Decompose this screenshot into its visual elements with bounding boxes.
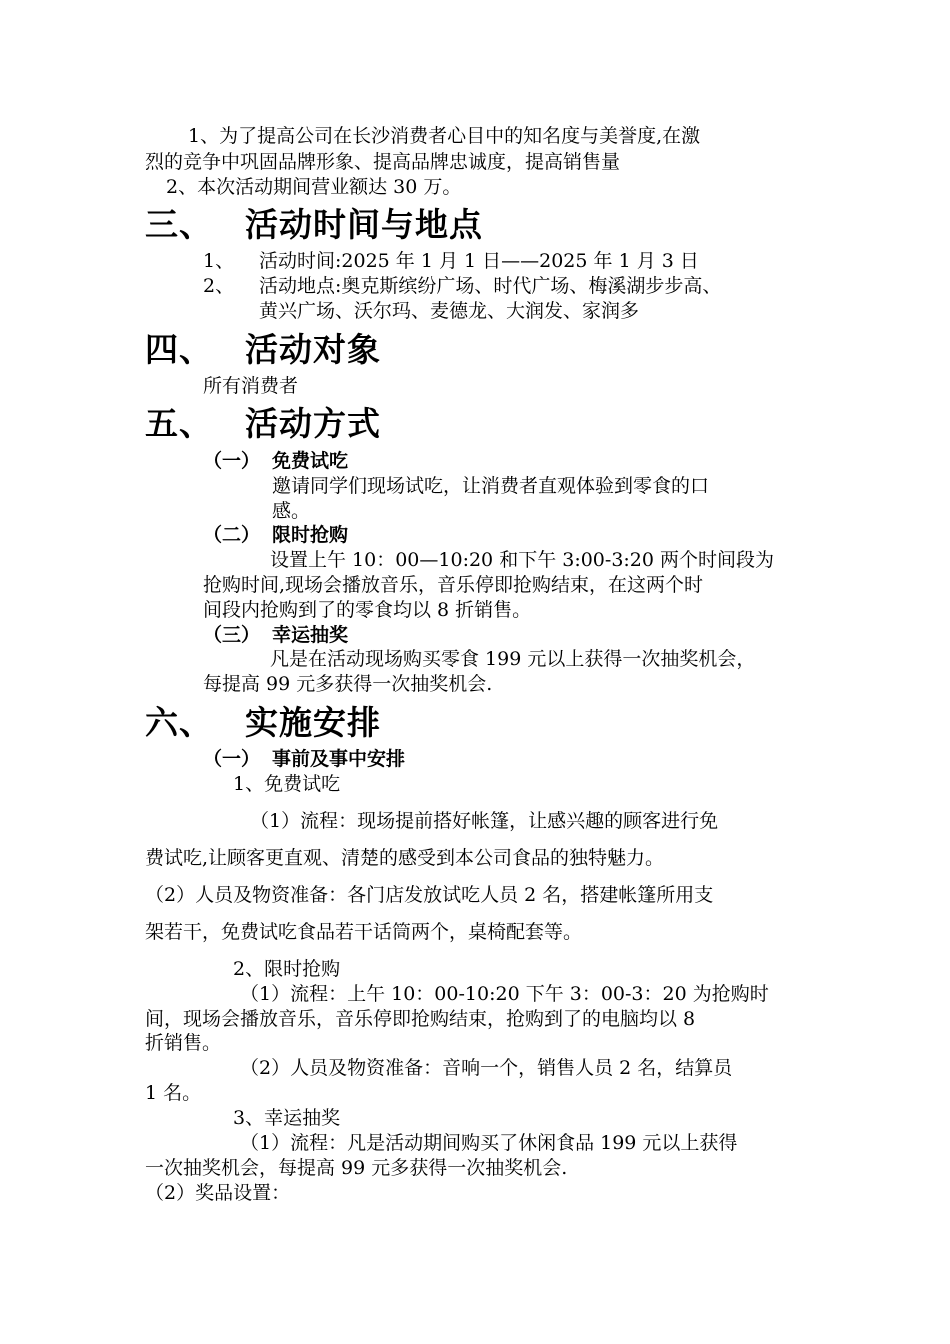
lucky-draw-heading: 3、幸运抽奖 xyxy=(233,1107,341,1129)
section-5-sub-3-line-2: 每提高 99 元多获得一次抽奖机会. xyxy=(203,673,493,695)
flash-sale-flow-line-3: 折销售。 xyxy=(145,1032,222,1054)
flash-sale-flow-line-1: （1）流程：上午 10：00-10:20 下午 3：00-3：20 为抢购时 xyxy=(240,983,769,1005)
section-3-item-2-continuation: 黄兴广场、沃尔玛、麦德龙、大润发、家润多 xyxy=(259,300,640,322)
section-5-sub-1-number: （一） xyxy=(203,450,261,472)
section-5-title: 活动方式 xyxy=(245,404,381,443)
goal-item-1-line-2: 烈的竞争中巩固品牌形象、提高品牌忠诚度，提高销售量 xyxy=(145,151,621,173)
section-3-number: 三、 xyxy=(145,205,213,244)
section-6-title: 实施安排 xyxy=(245,703,381,742)
goal-item-1-line-1: 1、为了提高公司在长沙消费者心目中的知名度与美誉度,在激 xyxy=(188,125,701,147)
section-3-item-1-text: 活动时间:2025 年 1 月 1 日——2025 年 1 月 3 日 xyxy=(259,250,699,272)
section-5-number: 五、 xyxy=(145,404,213,443)
free-trial-flow-line-2: 费试吃,让顾客更直观、清楚的感受到本公司食品的独特魅力。 xyxy=(145,847,665,869)
section-3-item-2-text: 活动地点:奥克斯缤纷广场、时代广场、梅溪湖步步高、 xyxy=(259,275,722,297)
section-5-sub-3-line-1: 凡是在活动现场购买零食 199 元以上获得一次抽奖机会， xyxy=(270,648,756,670)
lucky-draw-prize-setting: （2）奖品设置： xyxy=(145,1182,291,1204)
flash-sale-heading: 2、限时抢购 xyxy=(233,958,341,980)
section-5-sub-3-number: （三） xyxy=(203,624,261,646)
free-trial-prep-line-1: （2）人员及物资准备：各门店发放试吃人员 2 名，搭建帐篷所用支 xyxy=(145,884,714,906)
lucky-draw-flow-line-1: （1）流程：凡是活动期间购买了休闲食品 199 元以上获得 xyxy=(240,1132,738,1154)
section-6-number: 六、 xyxy=(145,703,213,742)
section-5-sub-2-line-1: 设置上午 10：00—10:20 和下午 3:00-3:20 两个时间段为 xyxy=(270,549,775,571)
section-4-title: 活动对象 xyxy=(245,330,381,369)
section-5-sub-3-title: 幸运抽奖 xyxy=(272,624,349,646)
free-trial-prep-line-2: 架若干，免费试吃食品若干话筒两个，桌椅配套等。 xyxy=(145,921,583,943)
flash-sale-flow-line-2: 间，现场会播放音乐，音乐停即抢购结束，抢购到了的电脑均以 8 xyxy=(145,1008,696,1030)
flash-sale-prep-line-1: （2）人员及物资准备：音响一个，销售人员 2 名，结算员 xyxy=(240,1057,733,1079)
section-5-sub-2-title: 限时抢购 xyxy=(272,524,349,546)
section-3-item-2-number: 2、 xyxy=(203,275,235,297)
section-5-sub-2-line-2: 抢购时间,现场会播放音乐，音乐停即抢购结束，在这两个时 xyxy=(203,574,704,596)
section-3-item-1-number: 1、 xyxy=(203,250,235,272)
section-3-title: 活动时间与地点 xyxy=(245,205,483,244)
section-6-sub-1-title: 事前及事中安排 xyxy=(272,748,406,770)
lucky-draw-flow-line-2: 一次抽奖机会，每提高 99 元多获得一次抽奖机会. xyxy=(145,1157,568,1179)
free-trial-heading: 1、免费试吃 xyxy=(233,773,341,795)
section-5-sub-2-line-3: 间段内抢购到了的零食均以 8 折销售。 xyxy=(203,599,532,621)
section-5-sub-2-number: （二） xyxy=(203,524,261,546)
goal-item-2: 2、本次活动期间营业额达 30 万。 xyxy=(166,176,462,198)
section-5-sub-1-title: 免费试吃 xyxy=(272,450,349,472)
section-4-text: 所有消费者 xyxy=(203,375,299,397)
free-trial-flow-line-1: （1）流程：现场提前搭好帐篷，让感兴趣的顾客进行免 xyxy=(250,810,719,832)
section-5-sub-1-line-2: 感。 xyxy=(272,500,311,522)
section-4-number: 四、 xyxy=(145,330,213,369)
section-6-sub-1-number: （一） xyxy=(203,748,261,770)
flash-sale-prep-line-2: 1 名。 xyxy=(145,1082,202,1104)
section-5-sub-1-line-1: 邀请同学们现场试吃，让消费者直观体验到零食的口 xyxy=(272,475,710,497)
